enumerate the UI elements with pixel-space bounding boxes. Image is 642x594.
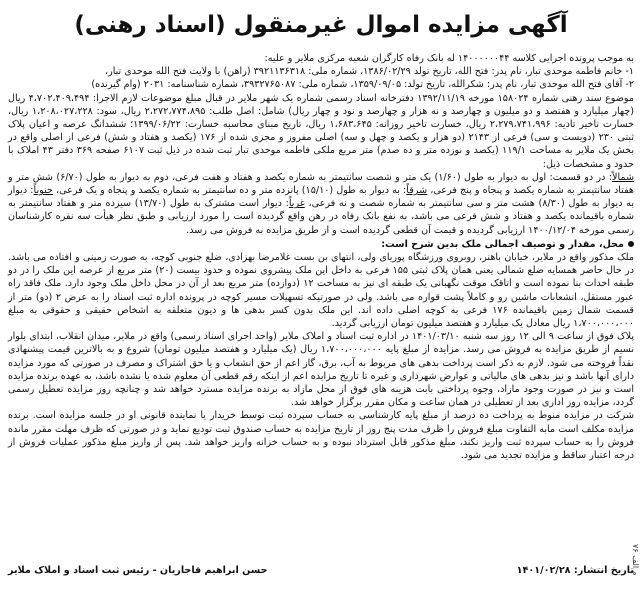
side-code: م الف ۷۶ <box>631 544 640 576</box>
west-label: غرباً <box>288 198 305 210</box>
south-text: : دیوار به دیوار به طول (۸/۳۰) هشت متر و سی سانتیمتر به شماره شصت و نه فرعی، <box>8 185 634 210</box>
subject-paragraph: موضوع سند رهنی شماره ۱۵۸۰۲۴ مورخه ۱۳۹۲/۱۱/۱۹ دفترخانه اسناد رسمی شماره یک شهر ملایر در قبال مبلغ موضوعات لازم الاجرا: ۴،۷۰۲،۴۰۹،۴۹۴ ریال (چهار میلیارد و هفتصد و دو میلیون و چهارصد و نه هزار و چهارصد و نود و چهار ریال) شامل: اصل طلب: ۲،۲۷۲،۷۷۴،۸۹۵ ریال، سود: ۱،۲۰۸،۰۲۷،۲۲۸ ریال، خسارت تاخیر تادیه: ۲،۲۷۹،۷۴۱،۹۹۶ ریال، خسارت تاخیر روزانه: ۱،۶۸۳،۶۴۵ ریال، تاریخ مبنای محاسبه خسارت: ۱۳۹۹/۰۶/۲۲؛ ششدانگ عرصه و اعیان پلاک ثبتی ۲۳۰ (دویست و سی) فرعی از ۲۱۴۳ (دو هزار و یکصد و چهل و سه) اصلی مفروز و مجزی شده از ۱۷۶ (یکصد و هفتاد و شش) فرعی از اصلی واقع در بخش یک ملایر به مساحت ۱۱۹/۱ (یکصد و نوزده متر و ده صدم) متر مربع ملکی فاطمه موحدی تبار ثبت شده در ذیل ثبت ۶۱۰۷ صفحه ۳۶۹ دفتر ۴۳ املاک با حدود و مشخصات ذیل: <box>8 92 635 170</box>
east-text: : به دیوار به طول (۱۵/۱۰) پانزده متر و ده سانتیمتر به شماره یکصد و پنجاه و یک فرعی، <box>56 185 407 197</box>
north-text: : در دو قسمت: اول به دیوار به طول (۱/۶۰) یک متر و شصت سانتیمتر به شماره یکصد و هفتاد و هفت فرعی، دوم به دیوار به طول (۶/۷۰) شش متر و هفتاد سانتیمتر به شماره یکصد و پنجاه و پنج فرعی، <box>8 171 634 197</box>
notice-body <box>8 52 634 462</box>
description-paragraph: ملک مذکور واقع در ملایر، خیابان باهنر، روبروی ورزشگاه پوریای ولی، انتهای بن بست غلامرضا بهزادی، ضلع جنوبی کوچه، به صورت زمینی و افتاده می باشد. در حال حاضر همسایه ضلع شمالی یعنی همان پلاک ثبتی ۱۵۵ فرعی به داخل این ملک پیشروی نموده و حدود بیست (۲۰) متر مربع از عرصه این ملک را در دو طبقه احداث بنا نموده است و اتاقک موقت نگهبانی یک طبقه ای نیز به مساحت ۱۲ (دوازده) متر مربع بعد از آن در محل داخل ملک وجود دارد. ملک فاقد راه عبور مستقل، انشعابات ماشین رو و کاملاً پشت قواره می باشد. ولی در صورتیکه تسهیلات مسیر کوچه در پرونده اداره ثبت اسناد را به عرض ۲ (دو) متر از قسمت شمال زمین باقیمانده ۱۷۶ فرعی به کوچه اصلی داده اند. این ملک بدون کسر بدهی ها و دیون متعلقه به اشخاص حقیقی و حقوقی به مبلغ ۱،۷۰۰،۰۰۰،۰۰۰ ریال معادل یک میلیارد و هفتصد میلیون تومان ارزیابی گردید. <box>8 252 635 330</box>
south-label: جنوباً <box>33 185 53 197</box>
boundaries-paragraph <box>8 171 634 237</box>
bullet-icon <box>628 241 634 247</box>
west-text: : دیوار است مشترک به طول (۱۳/۷۰) سیزده متر و هفتاد سانتیمتر به شماره باقیمانده یکصد و هفتاد و شش فرعی می باشد، به نفع بانک رفاه در رهن واقع گردیده است را مورد ارزیابی و طبق نظر هیأت سه نفره کارشناسان رسمی مورخه ۱۴۰۰/۱۲/۰۴ ارزیابی گردیده و قیمت آن قطعی گردیده است و از طریق مزایده به فروش می رسد. <box>8 198 634 236</box>
section-heading <box>8 238 634 251</box>
debtor-1: ۱- خانم فاطمه موحدی تبار، نام پدر: فتح الله، تاریخ تولد ۱۳۸۶/۰۲/۲۹، شماره ملی: ۳۹۲۱۱۳۶۳۱۸ (راهن) با ولایت فتح الله موحدی تبار، <box>104 66 634 78</box>
auction-paragraph: پلاک فوق از ساعت ۹ الی ۱۲ روز سه شنبه ۱۴۰۱/۰۳/۱۰ در اداره ثبت اسناد و املاک ملایر (واحد اجرای اسناد رسمی) واقع در ملایر، میدان انقلاب، ابتدای بلوار نسیم از طریق مزایده به فروش می رسد. مزایده از مبلغ پایه ۱،۷۰۰،۰۰۰،۰۰۰ ریال (یک میلیارد و هفتصد میلیون تومان) شروع و به بالاترین قیمت پیشنهادی نقداً فروخته می شود. لازم به ذکر است پرداخت بدهی های مربوط به آب، برق، گاز اعم از حق انشعاب و یا حق اشتراک و مصرف در صورتی که مورد مزایده دارای آنها باشد و نیز بدهی های مالیاتی و عوارض شهرداری و غیره تا تاریخ مزایده اعم از اینکه رقم قطعی آن معلوم شده یا نشده باشد، به عهده برنده مزایده است و نیز در صورت وجود مازاد، وجوه پرداختی بابت هزینه های فوق از محل مازاد به برنده مزایده مسترد خواهد شد و چنانچه روز مزایده تعطیل رسمی گردد، مزایده روز اداری بعد از تعطیلی در همان ساعت و مکان مقرر برگزار خواهد شد. <box>8 331 634 409</box>
section-title: محل، مقدار و توصیف اجمالی ملک بدین شرح است: <box>381 238 624 250</box>
notice-title: آگهی مزایده اموال غیرمنقول (اسناد رهنی) <box>74 12 568 38</box>
east-label: شرقاً <box>406 185 428 197</box>
notice-footer <box>8 565 634 576</box>
conditions-paragraph: شرکت در مزایده منوط به پرداخت ده درصد از مبلغ پایه کارشناسی به حساب سپرده ثبت توسط خریدار یا نماینده قانونی او در جلسه مزایده است. برنده مزایده مکلف است مابه التفاوت مبلغ فروش را ظرف مدت پنج روز از تاریخ مزایده به حساب صندوق ثبت تودیع نماید و در صورتی که ظرف مهلت مقرر مانده فروش را به حساب سپرده ثبت واریز نکند، مبلغ مذکور قابل استرداد نبوده و به حساب خزانه واریز خواهد شد. پس از واریز مبلغ مذکور عملیات فروش از درجه اعتبار ساقط و مزایده تجدید می شود. <box>8 410 634 462</box>
north-label: شمالاً <box>612 171 634 183</box>
intro-paragraph: به موجب پرونده اجرایی کلاسه ۱۴۰۰۰۰۰۰۴۴ له بانک رفاه کارگران شعبه مرکزی ملایر و علیه: <box>264 53 634 64</box>
publish-date: تاریخ انتشار: ۱۴۰۱/۰۲/۲۸ <box>516 565 634 576</box>
debtor-2: ۲- آقای فتح الله موحدی تبار، نام پدر: شکرالله، تاریخ تولد: ۱۳۵۹/۰۹/۰۵، شماره ملی: ۳۹۳۲۷۶۵۰۸۷، شماره شناسنامه: ۲۰۳۱ (وام گیرنده) <box>91 79 634 91</box>
signature-line: حسن ابراهیم قاجاریان - رئیس ثبت اسناد و املاک ملایر <box>8 565 268 576</box>
